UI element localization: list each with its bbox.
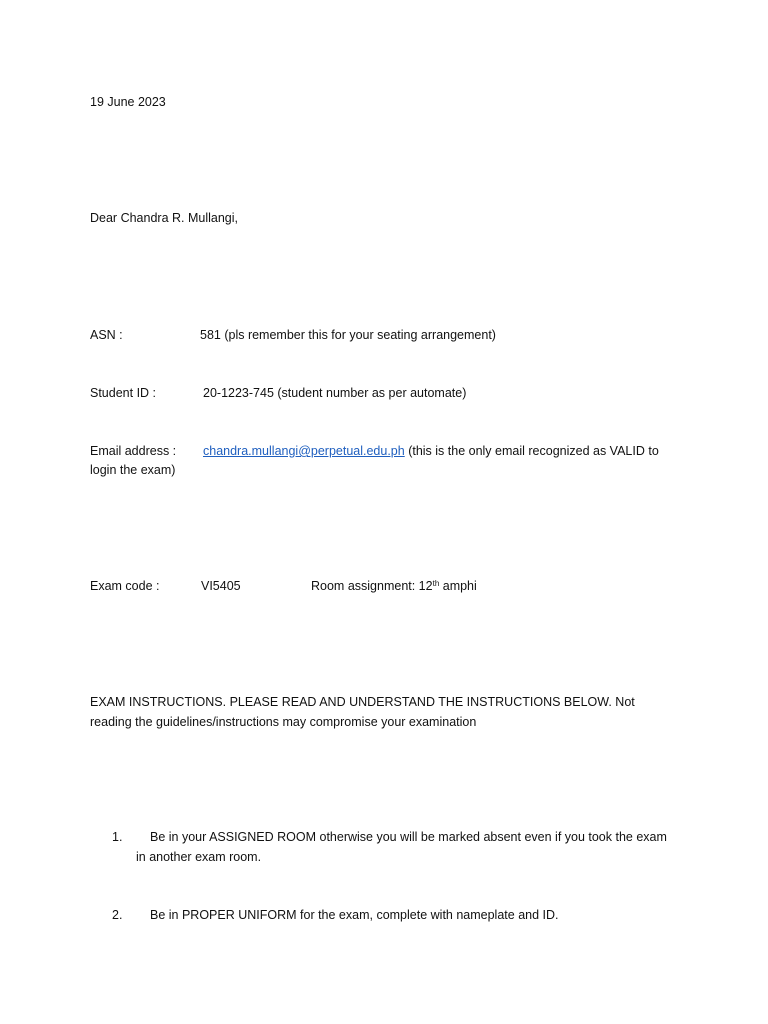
exam-code-label: Exam code :: [90, 579, 160, 593]
letter-date: 19 June 2023: [90, 95, 166, 109]
instruction-item-2: [112, 906, 672, 926]
exam-code-value: VI5405: [201, 579, 241, 593]
instruction-text: Be in your ASSIGNED ROOM otherwise you will be marked absent even if you took the exam in another exam room.: [136, 830, 667, 864]
email-note-continued: login the exam): [90, 463, 176, 477]
student-id-value: 20-1223-745 (student number as per automate): [203, 386, 467, 400]
instruction-number: 1.: [112, 830, 123, 844]
email-note: (this is the only email recognized as VALID to: [404, 444, 659, 458]
instruction-text: Be in PROPER UNIFORM for the exam, complete with nameplate and ID.: [150, 908, 559, 922]
email-label: Email address :: [90, 444, 177, 458]
room-ordinal-suffix: th: [432, 579, 440, 588]
email-link[interactable]: chandra.mullangi@perpetual.edu.ph: [203, 444, 405, 458]
instructions-heading: EXAM INSTRUCTIONS. PLEASE READ AND UNDERSTAND THE INSTRUCTIONS BELOW. Not reading the guidelines/instructions may compromise your examination: [90, 695, 635, 729]
asn-label: ASN :: [90, 328, 123, 342]
salutation: Dear Chandra R. Mullangi,: [90, 211, 238, 225]
asn-value: 581 (pls remember this for your seating arrangement): [200, 328, 496, 342]
room-assignment-label: Room assignment: 12: [311, 579, 433, 593]
student-id-label: Student ID :: [90, 386, 157, 400]
room-assignment: [311, 577, 477, 596]
room-assignment-suffix: amphi: [439, 579, 477, 593]
email-line: [203, 442, 659, 461]
instruction-number: 2.: [112, 908, 123, 922]
instruction-item-1: [112, 828, 672, 867]
